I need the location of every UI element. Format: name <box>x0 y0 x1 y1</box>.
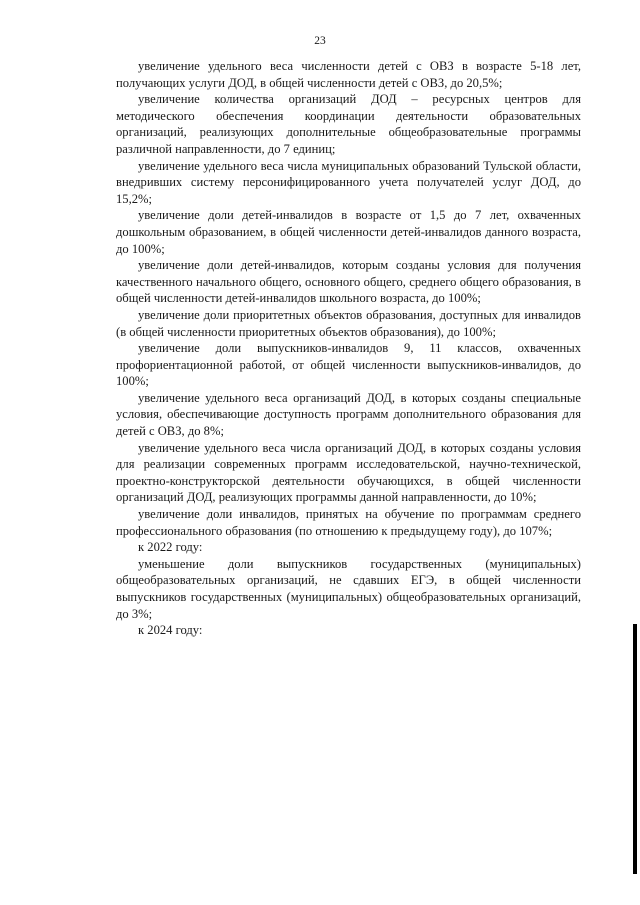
paragraph-career-guidance: увеличение доли выпускников-инвалидов 9, 11 классов, охваченных профориентационной работой, от общей численности выпускников-инвалидов, до 100%; <box>116 341 581 389</box>
heading-by-2024: к 2024 году: <box>138 623 203 638</box>
paragraph-preschool-disabled-children: увеличение доли детей-инвалидов в возрасте от 1,5 до 7 лет, охваченных дошкольным образованием, в общей численности детей-инвалидов данного возраста, до 100%; <box>116 208 581 256</box>
paragraph-accessible-objects: увеличение доли приоритетных объектов образования, доступных для инвалидов (в общей численности приоритетных объектов образования), до 100%; <box>116 307 581 339</box>
paragraph-school-disabled-children: увеличение доли детей-инвалидов, которым созданы условия для получения качественного начального общего, основного общего, среднего общего образования, в общей численности детей-инвалидов школьного возраста, до 100%; <box>116 258 581 306</box>
scan-edge-shadow <box>633 624 637 874</box>
document-body <box>116 58 581 639</box>
paragraph-ege-graduates: уменьшение доли выпускников государственных (муниципальных) общеобразовательных организаций, не сдавших ЕГЭ, в общей численности выпускников государственных (муниципальных) общеобразовательных организаций, до 3%; <box>116 556 581 621</box>
paragraph-special-conditions: увеличение удельного веса организаций ДОД, в которых созданы специальные условия, обеспечивающие доступность программ дополнительного образования для детей с ОВЗ, до 8%; <box>116 390 581 439</box>
paragraph-ovz-dod-share: увеличение удельного веса численности детей с ОВЗ в возрасте 5-18 лет, получающих услуги ДОД, в общей численности детей с ОВЗ, до 20,5%; <box>116 59 581 90</box>
paragraph-resource-centers: увеличение количества организаций ДОД – ресурсных центров для методического обеспечения координации деятельности образовательных организаций, реализующих дополнительные общеобразовательные программы различной направленности, до 7 единиц; <box>116 92 581 156</box>
page-number: 23 <box>314 35 326 47</box>
heading-by-2022: к 2022 году: <box>138 540 203 555</box>
paragraph-vocational-education: увеличение доли инвалидов, принятых на обучение по программам среднего профессионального образования (по отношению к предыдущему году), до 107%; <box>116 507 581 538</box>
paragraph-municipal-personified-system: увеличение удельного веса числа муниципальных образований Тульской области, внедривших систему персонифицированного учета получателей услуг ДОД, до 15,2%; <box>116 158 581 206</box>
paragraph-research-programs: увеличение удельного веса числа организаций ДОД, в которых созданы условия для реализации современных программ исследовательской, научно-технической, проектно-конструкторской деятельности обучающихся, в общей численности организаций ДОД, реализующих программы данной направленности, до 10%; <box>116 440 581 505</box>
